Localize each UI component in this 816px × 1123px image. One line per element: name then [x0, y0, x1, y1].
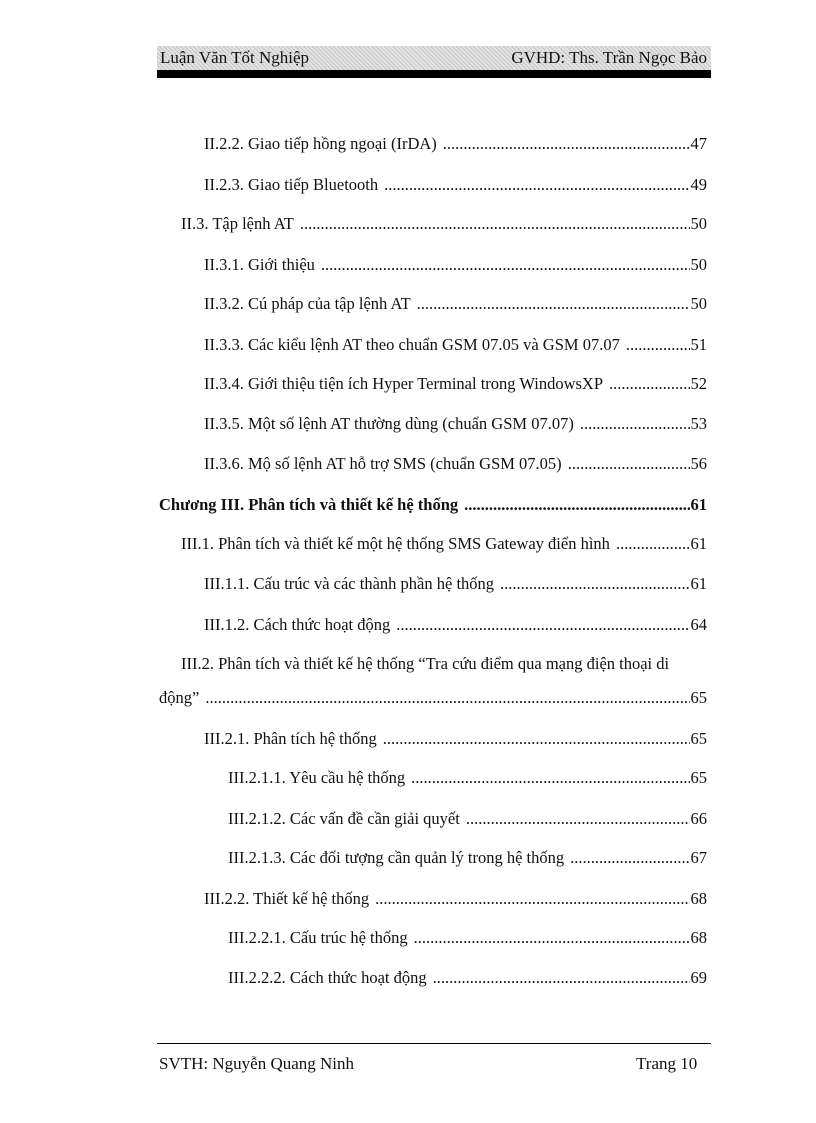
toc-entry-title: III.2.1. Phân tích hệ thống	[204, 729, 377, 748]
toc-page-number: 66	[690, 809, 707, 828]
toc-page-number: 64	[690, 615, 707, 634]
toc-entry-title: III.2.1.2. Các vấn đề cần giải quyết	[228, 809, 460, 828]
toc-entry-title: III.1. Phân tích và thiết kế một hệ thống SMS Gateway điển hình	[181, 534, 610, 553]
toc-page-number: 50	[690, 294, 707, 313]
toc-leader	[396, 615, 689, 635]
toc-entry-wrapped-tail[interactable]	[159, 688, 707, 708]
toc-page-number: 53	[690, 414, 707, 433]
toc-leader	[464, 495, 689, 515]
toc-entry[interactable]	[204, 889, 707, 909]
toc-leader	[616, 534, 690, 554]
toc-entry[interactable]	[204, 134, 707, 154]
toc-entry-title: II.3. Tập lệnh AT	[181, 214, 294, 233]
toc-entry[interactable]	[228, 928, 707, 948]
toc-leader	[300, 214, 690, 234]
toc-entry[interactable]	[204, 454, 707, 474]
toc-page-number: 65	[690, 688, 707, 707]
toc-entry-title: II.2.3. Giao tiếp Bluetooth	[204, 175, 379, 194]
header-advisor: GVHD: Ths. Trần Ngọc Bảo	[511, 48, 707, 67]
toc-entry-title: III.2.2. Thiết kế hệ thống	[204, 889, 370, 908]
toc-page-number: 68	[690, 889, 707, 908]
toc-page-number: 61	[690, 495, 707, 514]
toc-entry[interactable]	[204, 615, 707, 635]
toc-leader	[568, 454, 690, 474]
toc-entry-title: II.3.2. Cú pháp của tập lệnh AT	[204, 294, 411, 313]
toc-leader	[626, 335, 690, 355]
toc-entry-title: III.2.1.1. Yêu cầu hệ thống	[228, 768, 406, 787]
toc-leader	[411, 768, 689, 788]
toc-page-number: 61	[690, 574, 707, 593]
toc-entry[interactable]	[204, 414, 707, 434]
toc-leader	[384, 175, 689, 195]
footer-rule	[157, 1043, 711, 1044]
toc-page-number: 67	[690, 848, 707, 867]
toc-leader	[443, 134, 690, 154]
toc-page-number: 56	[690, 454, 707, 473]
toc-page-number: 65	[690, 768, 707, 787]
toc-page-number: 68	[690, 928, 707, 947]
toc-entry[interactable]	[228, 968, 707, 988]
toc-entry[interactable]	[204, 374, 707, 394]
toc-entry-title: III.1.2. Cách thức hoạt động	[204, 615, 391, 634]
toc-leader	[383, 729, 690, 749]
toc-leader	[466, 809, 690, 829]
toc-entry-title: II.3.6. Mộ số lệnh AT hỗ trợ SMS (chuẩn GSM 07.05)	[204, 454, 562, 473]
toc-entry-wrapped-head[interactable]	[181, 654, 707, 674]
toc-entry[interactable]	[204, 335, 707, 355]
toc-leader	[321, 255, 690, 275]
toc-page-number: 47	[690, 134, 707, 153]
footer-student: SVTH: Nguyễn Quang Ninh	[159, 1054, 355, 1073]
toc-leader	[205, 688, 689, 708]
toc-entry-title: III.2.2.2. Cách thức hoạt động	[228, 968, 427, 987]
toc-leader	[609, 374, 689, 394]
toc-page-number: 61	[690, 534, 707, 553]
toc-entry-title-continued: động”	[159, 688, 200, 707]
toc-page-number: 69	[690, 968, 707, 987]
toc-entry[interactable]	[204, 574, 707, 594]
toc-entry[interactable]	[204, 255, 707, 275]
toc-page-number: 49	[690, 175, 707, 194]
toc-leader	[500, 574, 689, 594]
toc-entry-title: Chương III. Phân tích và thiết kế hệ thống	[159, 495, 459, 514]
toc-entry-title: II.3.1. Giới thiệu	[204, 255, 315, 274]
toc-chapter-entry[interactable]	[159, 495, 707, 515]
toc-leader	[414, 928, 690, 948]
toc-page-number: 50	[690, 214, 707, 233]
toc-page-number: 51	[690, 335, 707, 354]
toc-page-number: 65	[690, 729, 707, 748]
footer-page-label: Trang 10	[636, 1054, 698, 1073]
toc-entry[interactable]	[228, 768, 707, 788]
toc-entry[interactable]	[204, 729, 707, 749]
toc-leader	[580, 414, 690, 434]
toc-entry[interactable]	[204, 294, 707, 314]
toc-page-number: 50	[690, 255, 707, 274]
toc-entry[interactable]	[204, 175, 707, 195]
toc-entry-title: II.3.5. Một số lệnh AT thường dùng (chuẩn GSM 07.07)	[204, 414, 574, 433]
toc-entry-title: II.2.2. Giao tiếp hồng ngoại (IrDA)	[204, 134, 437, 153]
toc-entry-title: III.2. Phân tích và thiết kế hệ thống “Tra cứu điểm qua mạng điện thoại di	[181, 654, 670, 673]
toc-leader	[433, 968, 690, 988]
header-thesis-title: Luận Văn Tốt Nghiệp	[160, 48, 310, 67]
toc-entry[interactable]	[228, 848, 707, 868]
toc-leader	[570, 848, 689, 868]
toc-entry-title: II.3.3. Các kiểu lệnh AT theo chuẩn GSM 07.05 và GSM 07.07	[204, 335, 620, 354]
toc-entry-title: II.3.4. Giới thiệu tiện ích Hyper Terminal trong WindowsXP	[204, 374, 604, 393]
toc-entry[interactable]	[181, 534, 707, 554]
toc-entry-title: III.1.1. Cấu trúc và các thành phần hệ thống	[204, 574, 495, 593]
toc-leader	[417, 294, 690, 314]
toc-entry[interactable]	[181, 214, 707, 234]
toc-entry-title: III.2.1.3. Các đối tượng cần quản lý trong hệ thống	[228, 848, 565, 867]
toc-page-number: 52	[690, 374, 707, 393]
toc-leader	[375, 889, 689, 909]
toc-entry-title: III.2.2.1. Cấu trúc hệ thống	[228, 928, 408, 947]
toc-entry[interactable]	[228, 809, 707, 829]
